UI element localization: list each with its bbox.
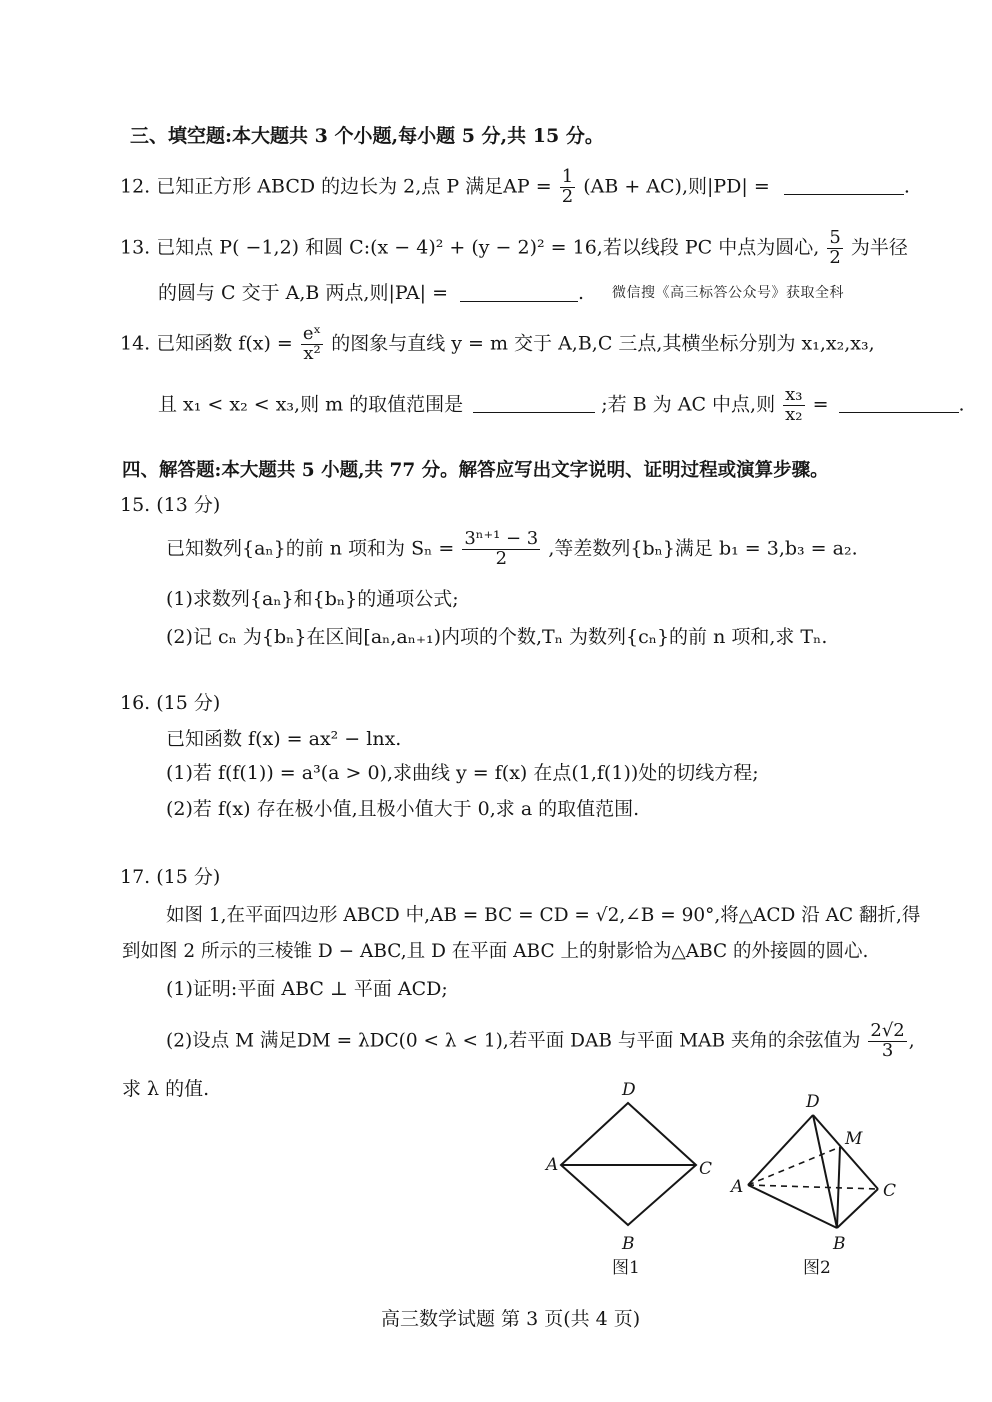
q15-frac-num: 3ⁿ⁺¹ − 3 xyxy=(464,528,539,549)
section3-heading: 三、填空题:本大题共 3 个小题,每小题 5 分,共 15 分。 xyxy=(130,125,604,147)
q13-line1-b: 为半径 xyxy=(850,236,908,259)
figure-1 xyxy=(540,1075,720,1285)
q12-answer-blank[interactable] xyxy=(784,175,904,195)
q14-line2-b: ;若 B 为 AC 中点,则 xyxy=(601,393,776,416)
q14-answer-blank-1[interactable] xyxy=(473,393,595,413)
figure2-label-b: B xyxy=(833,1234,846,1254)
figure2-caption: 图2 xyxy=(803,1258,831,1278)
figure2-label-c: C xyxy=(883,1181,897,1201)
q12-frac-num: 1 xyxy=(561,166,574,187)
q17-part2-line2: 求 λ 的值. xyxy=(122,1078,210,1100)
q15-fraction xyxy=(462,530,540,569)
figure1-label-a: A xyxy=(546,1155,559,1175)
q13-fraction xyxy=(827,229,842,268)
q15-number: 15. (13 分) xyxy=(120,494,221,516)
q15-stem-a: 已知数列{aₙ}的前 n 项和为 Sₙ = xyxy=(166,537,455,560)
q14-line1-b: 的图象与直线 y = m 交于 A,B,C 三点,其横坐标分别为 x₁,x₂,x₃, xyxy=(331,332,875,355)
q14-fraction xyxy=(301,325,323,364)
q15-part2: (2)记 cₙ 为{bₙ}在区间[aₙ,aₙ₊₁)内项的个数,Tₙ 为数列{cₙ}的前 n 项和,求 Tₙ. xyxy=(166,626,828,648)
figure2-label-a: A xyxy=(731,1177,744,1197)
question-13-line2 xyxy=(158,282,584,305)
q15-stem xyxy=(166,530,858,569)
q14-line1-a: 14. 已知函数 f(x) = xyxy=(120,332,293,355)
q16-part1: (1)若 f(f(1)) = a³(a > 0),求曲线 y = f(x) 在点(1,f(1))处的切线方程; xyxy=(166,762,759,784)
q15-part1: (1)求数列{aₙ}和{bₙ}的通项公式; xyxy=(166,588,459,610)
figure2-edge-bc xyxy=(837,1189,878,1228)
q17-stem-line1: 如图 1,在平面四边形 ABCD 中,AB = BC = CD = √2,∠B = 90°,将△ACD 沿 AC 翻折,得 xyxy=(166,905,921,926)
q16-stem: 已知函数 f(x) = ax² − lnx. xyxy=(166,728,402,750)
q14-line2-c: = xyxy=(812,393,829,416)
figure2-edge-dc xyxy=(813,1115,878,1189)
q14-frac2-den: x₂ xyxy=(785,403,803,425)
q12-text-a: 12. 已知正方形 ABCD 的边长为 2,点 P 满足AP = xyxy=(120,175,552,198)
q14-frac-num: eˣ xyxy=(302,323,322,344)
q15-stem-b: ,等差数列{bₙ}满足 b₁ = 3,b₃ = a₂. xyxy=(548,537,858,560)
q12-end: . xyxy=(903,175,910,198)
q16-number: 16. (15 分) xyxy=(120,692,221,714)
q17-frac-den: 3 xyxy=(881,1039,894,1061)
figure2-edge-ab xyxy=(748,1185,837,1228)
question-14-line1 xyxy=(120,325,875,364)
figure1-label-c: C xyxy=(699,1159,713,1179)
q13-line1-a: 13. 已知点 P( −1,2) 和圆 C:(x − 4)² + (y − 2)² = 16,若以线段 PC 中点为圆心, xyxy=(120,236,820,259)
figure-2 xyxy=(725,1085,905,1285)
q14-frac2-num: x₃ xyxy=(785,384,803,405)
q17-fraction xyxy=(868,1022,906,1061)
figure2-edge-ac-hidden xyxy=(748,1185,878,1189)
figure2-label-m: M xyxy=(845,1129,863,1149)
q14-end: . xyxy=(958,393,965,416)
q13-frac-den: 2 xyxy=(829,246,841,268)
q14-answer-blank-2[interactable] xyxy=(839,393,959,413)
figure1-caption: 图1 xyxy=(612,1258,640,1278)
question-14-line2 xyxy=(158,386,965,425)
section4-heading: 四、解答题:本大题共 5 小题,共 77 分。解答应写出文字说明、证明过程或演算步骤。 xyxy=(122,460,829,481)
page-footer: 高三数学试题 第 3 页(共 4 页) xyxy=(381,1308,641,1330)
q17-number: 17. (15 分) xyxy=(120,866,221,888)
figure2-edge-da xyxy=(748,1115,813,1185)
q17-frac-num: 2√2 xyxy=(870,1020,905,1041)
figure2-label-d: D xyxy=(806,1092,820,1112)
q17-part2 xyxy=(166,1022,915,1061)
q14-line2-a: 且 x₁ < x₂ < x₃,则 m 的取值范围是 xyxy=(158,393,464,416)
q15-frac-den: 2 xyxy=(495,547,508,569)
figure1-label-b: B xyxy=(622,1234,635,1254)
q12-frac-den: 2 xyxy=(561,185,574,207)
q17-part1: (1)证明:平面 ABC ⊥ 平面 ACD; xyxy=(166,978,448,1000)
figure2-edge-db xyxy=(813,1115,837,1228)
question-12 xyxy=(120,168,910,207)
q12-fraction xyxy=(560,168,575,207)
watermark-text: 微信搜《高三标答公众号》获取全科 xyxy=(612,285,844,301)
q13-end: . xyxy=(578,282,585,304)
q16-part2: (2)若 f(x) 存在极小值,且极小值大于 0,求 a 的取值范围. xyxy=(166,798,640,820)
figure1-label-d: D xyxy=(622,1080,636,1100)
q17-stem-line2: 到如图 2 所示的三棱锥 D − ABC,且 D 在平面 ABC 上的射影恰为△ABC 的外接圆的圆心. xyxy=(122,941,869,962)
q13-frac-num: 5 xyxy=(829,227,841,248)
q12-text-b: (AB + AC),则|PD| = xyxy=(583,175,770,198)
q13-answer-blank[interactable] xyxy=(460,282,578,302)
question-13-line1 xyxy=(120,229,908,268)
q17-part2-a: (2)设点 M 满足DM = λDC(0 < λ < 1),若平面 DAB 与平面 MAB 夹角的余弦值为 xyxy=(166,1030,861,1052)
q17-part2-b: , xyxy=(908,1030,915,1052)
q14-frac-den: x² xyxy=(303,342,321,364)
q13-line2: 的圆与 C 交于 A,B 两点,则|PA| = xyxy=(158,282,448,304)
q14-fraction-2 xyxy=(783,386,804,425)
